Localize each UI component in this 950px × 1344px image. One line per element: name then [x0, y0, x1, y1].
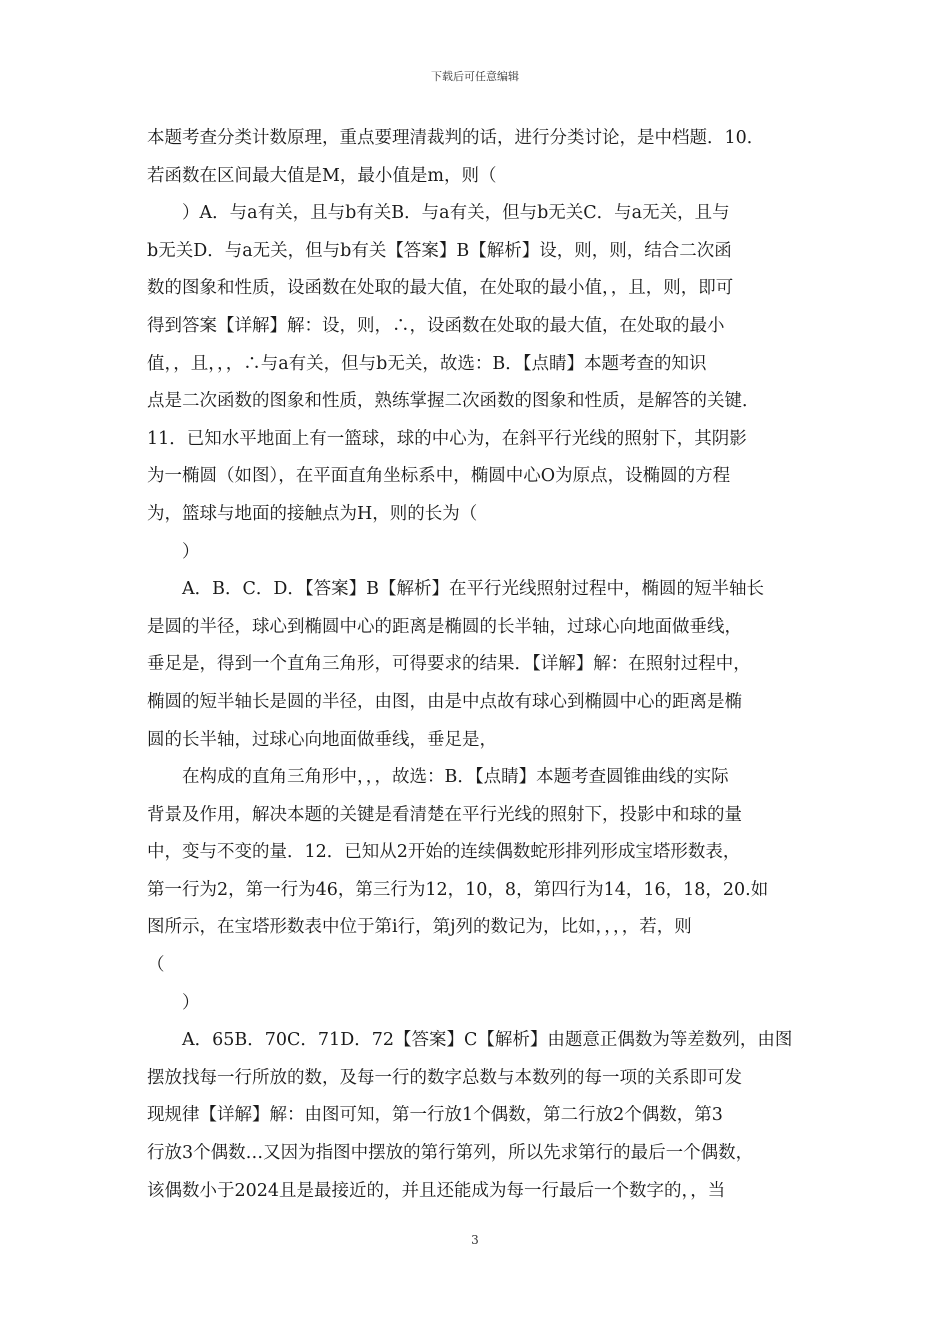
text-line: 第一行为2，第一行为46，第三行为12，10，8，第四行为14，16，18，20.如: [147, 879, 769, 900]
text-line: 椭圆的短半轴长是圆的半径，由图，由是中点故有球心到椭圆中心的距离是椭: [147, 691, 742, 712]
text-line: ）A．与a有关，且与b有关B．与a有关，但与b无关C．与a无关，且与: [182, 203, 730, 224]
text-line: 为一椭圆（如图），在平面直角坐标系中，椭圆中心O为原点，设椭圆的方程: [147, 466, 731, 487]
text-line: A．B．C．D．【答案】B【解析】在平行光线照射过程中，椭圆的短半轴长: [182, 579, 765, 600]
text-line: 背景及作用，解决本题的关键是看清楚在平行光线的照射下，投影中和球的量: [147, 804, 742, 825]
text-line: 摆放找每一行所放的数，及每一行的数字总数与本数列的每一项的关系即可发: [147, 1067, 742, 1088]
text-line: b无关D．与a无关，但与b有关【答案】B【解析】设，则，则，结合二次函: [147, 240, 732, 261]
text-line: 是圆的半径，球心到椭圆中心的距离是椭圆的长半轴，过球心向地面做垂线，: [147, 616, 742, 637]
page-number: 3: [471, 1233, 479, 1247]
text-line: 数的图象和性质，设函数在处取的最大值，在处取的最小值，，且，则，即可: [147, 278, 734, 299]
text-line: A．65B．70C．71D．72【答案】C【解析】由题意正偶数为等差数列，由图: [182, 1030, 793, 1051]
text-line: （: [147, 955, 165, 976]
text-line: 值，，且，，，∴与a有关，但与b无关，故选：B．【点睛】本题考查的知识: [147, 353, 707, 374]
text-line: 行放3个偶数…又因为指图中摆放的第行第列，所以先求第行的最后一个偶数，: [147, 1143, 754, 1164]
text-line: 11．已知水平地面上有一篮球，球的中心为，在斜平行光线的照射下，其阴影: [147, 428, 747, 449]
text-line: 现规律【详解】解：由图可知，第一行放1个偶数，第二行放2个偶数，第3: [147, 1105, 723, 1126]
text-line: 得到答案【详解】解：设，则，∴，设函数在处取的最大值，在处取的最小: [147, 315, 725, 336]
text-line: 该偶数小于2024且是最接近的，并且还能成为每一行最后一个数字的，，当: [147, 1180, 726, 1201]
text-line: 为，篮球与地面的接触点为H，则的长为（: [147, 503, 478, 524]
text-line: 点是二次函数的图象和性质，熟练掌握二次函数的图象和性质，是解答的关键．: [147, 391, 760, 412]
document-body: [147, 120, 811, 1210]
text-line: 图所示，在宝塔形数表中位于第i行，第j列的数记为，比如，，，，若，则: [147, 917, 692, 938]
text-line: 圆的长半轴，过球心向地面做垂线，垂足是，: [147, 729, 497, 750]
page-header: 下载后可任意编辑: [431, 70, 519, 83]
text-line: ）: [182, 992, 200, 1013]
text-line: 中，变与不变的量．12．已知从2开始的连续偶数蛇形排列形成宝塔形数表，: [147, 842, 741, 863]
text-line: 在构成的直角三角形中，，，故选：B．【点睛】本题考查圆锥曲线的实际: [182, 767, 729, 788]
text-line: 垂足是，得到一个直角三角形，可得要求的结果．【详解】解：在照射过程中，: [147, 654, 751, 675]
text-line: 本题考查分类计数原理，重点要理清裁判的话，进行分类讨论，是中档题．10．: [147, 128, 765, 148]
text-line: 若函数在区间最大值是M，最小值是m，则（: [147, 165, 497, 186]
text-line: ）: [182, 541, 200, 562]
